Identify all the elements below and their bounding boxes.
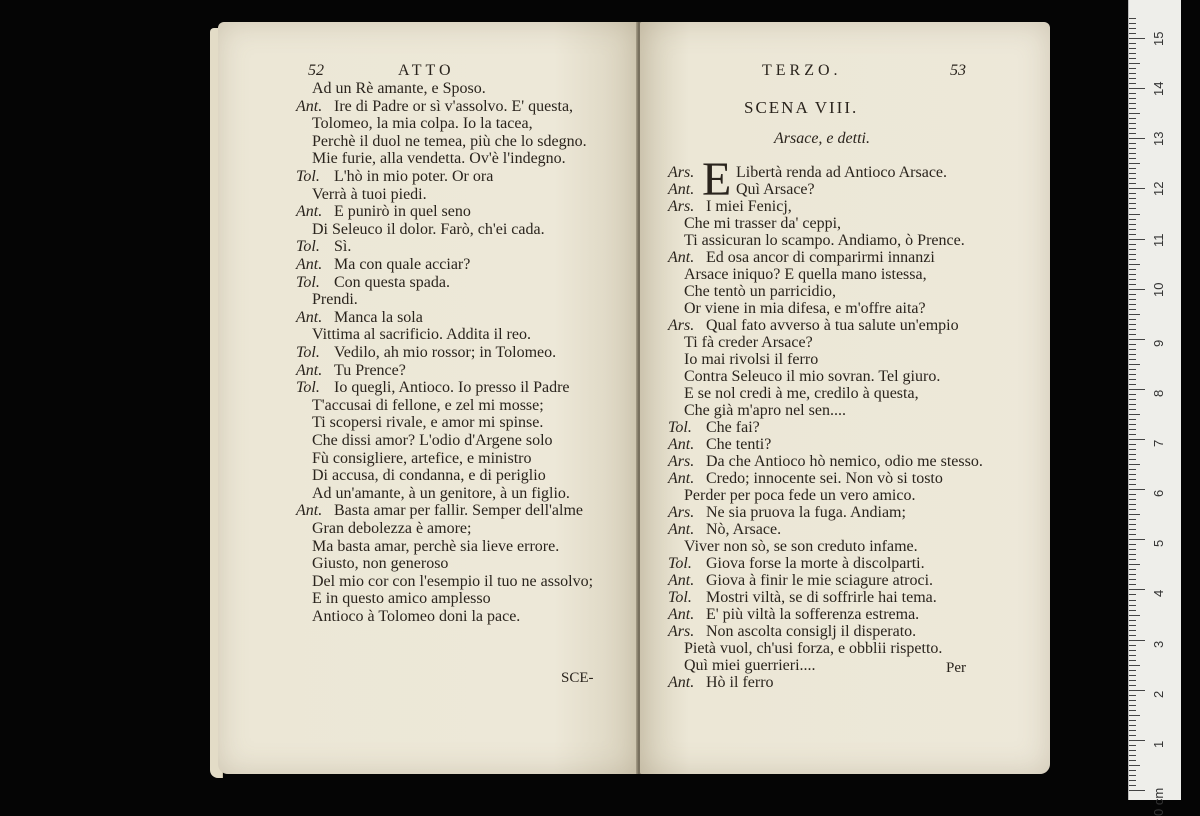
verse-text: Arsace iniquo? E quella mano istessa,	[684, 266, 927, 283]
ruler-tick	[1129, 128, 1136, 129]
verse-text: Ad un Rè amante, e Sposo.	[312, 80, 486, 97]
ruler-tick	[1129, 394, 1136, 395]
ruler-tick	[1129, 239, 1145, 240]
ruler-tick	[1129, 429, 1136, 430]
ruler-tick	[1129, 600, 1136, 601]
ruler-tick	[1129, 33, 1136, 34]
ruler-tick	[1129, 715, 1140, 716]
speaker-label: Ant.	[668, 674, 695, 691]
ruler-number: 1	[1151, 740, 1166, 748]
verse-text: Io quegli, Antioco. Io presso il Padre	[334, 379, 570, 397]
left-page-text	[296, 80, 636, 625]
ruler-tick	[1129, 53, 1136, 54]
ruler-tick	[1129, 304, 1136, 305]
ruler-tick	[1129, 414, 1140, 415]
ruler-tick	[1129, 309, 1136, 310]
ruler-number: 13	[1151, 131, 1166, 147]
ruler-tick	[1129, 499, 1136, 500]
ruler-tick	[1129, 625, 1136, 626]
catchword-right: Per	[946, 660, 966, 676]
speaker-label: Ant.	[668, 181, 695, 198]
verse-text: Ire di Padre or sì v'assolvo. E' questa,	[334, 97, 574, 115]
ruler-tick	[1129, 384, 1136, 385]
ruler-tick	[1129, 153, 1136, 154]
ruler-tick	[1129, 294, 1136, 295]
ruler-tick	[1129, 424, 1136, 425]
ruler-tick	[1129, 364, 1140, 365]
speaker-label: Tol.	[296, 168, 320, 185]
speaker-label: Ant.	[668, 606, 695, 623]
ruler-tick	[1129, 790, 1145, 791]
measurement-ruler	[1128, 0, 1181, 816]
ruler-tick	[1129, 660, 1136, 661]
ruler-tick	[1129, 193, 1136, 194]
ruler-tick	[1129, 349, 1136, 350]
ruler-tick	[1129, 18, 1136, 19]
ruler-tick	[1129, 685, 1136, 686]
verse-text: Da che Antioco hò nemico, odio me stesso.	[706, 453, 983, 470]
ruler-tick	[1129, 524, 1136, 525]
ruler-tick	[1129, 334, 1136, 335]
verse-text: Vittima al sacrificio. Addita il reo.	[312, 326, 531, 344]
ruler-number: 14	[1151, 81, 1166, 97]
ruler-tick	[1129, 249, 1136, 250]
verse-text: Che già m'apro nel sen....	[684, 402, 846, 419]
ruler-tick	[1129, 214, 1140, 215]
verse-text: Che fai?	[706, 419, 760, 436]
ruler-tick	[1129, 735, 1136, 736]
ruler-tick	[1129, 73, 1136, 74]
speaker-label: Ars.	[668, 317, 695, 334]
ruler-tick	[1129, 434, 1136, 435]
verse-text: Ed osa ancor di comparirmi innanzi	[706, 249, 935, 266]
ruler-tick	[1129, 620, 1136, 621]
ruler-tick	[1129, 374, 1136, 375]
speaker-label: Ars.	[668, 453, 695, 470]
ruler-tick	[1129, 38, 1145, 39]
ruler-tick	[1129, 284, 1136, 285]
ruler-tick	[1129, 103, 1136, 104]
verse-text: Quì Arsace?	[736, 181, 815, 198]
speaker-label: Tol.	[296, 238, 320, 256]
speaker-label: Ant.	[296, 97, 323, 115]
ruler-tick	[1129, 299, 1136, 300]
verse-text: Ma con quale acciar?	[334, 256, 471, 273]
verse-text: Basta amar per fallir. Semper dell'alme	[334, 502, 584, 520]
ruler-tick	[1129, 203, 1136, 204]
ruler-tick	[1129, 78, 1136, 79]
ruler-tick	[1129, 554, 1136, 555]
ruler-tick	[1129, 289, 1145, 290]
verse-text: Con questa spada.	[334, 273, 450, 291]
ruler-tick	[1129, 63, 1140, 64]
ruler-tick	[1129, 755, 1136, 756]
verse-text: Giusto, non generoso	[312, 555, 449, 573]
right-page	[640, 22, 1050, 774]
ruler-tick	[1129, 178, 1136, 179]
ruler-tick	[1129, 148, 1136, 149]
ruler-tick	[1129, 780, 1136, 781]
ruler-tick	[1129, 605, 1136, 606]
ruler-tick	[1129, 509, 1136, 510]
ruler-tick	[1129, 173, 1136, 174]
open-book	[208, 14, 1058, 784]
ruler-tick	[1129, 439, 1145, 440]
ruler-tick	[1129, 765, 1140, 766]
ruler-tick	[1129, 244, 1136, 245]
ruler-tick	[1129, 344, 1136, 345]
ruler-tick	[1129, 559, 1136, 560]
ruler-tick	[1129, 650, 1136, 651]
ruler-number: 0 cm	[1151, 787, 1166, 816]
ruler-tick	[1129, 494, 1136, 495]
ruler-tick	[1129, 464, 1140, 465]
ruler-tick	[1129, 529, 1136, 530]
ruler-tick	[1129, 143, 1136, 144]
ruler-tick	[1129, 444, 1136, 445]
verse-text: Contra Seleuco il mio sovran. Tel giuro.	[684, 368, 941, 385]
ruler-tick	[1129, 770, 1136, 771]
ruler-tick	[1129, 745, 1136, 746]
ruler-tick	[1129, 399, 1136, 400]
ruler-tick	[1129, 574, 1136, 575]
ruler-tick	[1129, 83, 1136, 84]
verse-text: Ti assicuran lo scampo. Andiamo, ò Prence.	[684, 232, 965, 249]
ruler-tick	[1129, 93, 1136, 94]
verse-text: Or viene in mia difesa, e m'offre aita?	[684, 300, 926, 317]
speaker-label: Ant.	[668, 436, 695, 453]
verse-text: Che mi trasser da' ceppi,	[684, 215, 842, 232]
ruler-number: 12	[1151, 181, 1166, 197]
speaker-label: Ars.	[668, 198, 695, 215]
verse-text: Tu Prence?	[334, 361, 406, 379]
ruler-tick	[1129, 630, 1136, 631]
speaker-label: Ant.	[668, 249, 695, 266]
ruler-tick	[1129, 519, 1136, 520]
ruler-tick	[1129, 319, 1136, 320]
ruler-tick	[1129, 138, 1145, 139]
ruler-tick	[1129, 219, 1136, 220]
ruler-tick	[1129, 675, 1136, 676]
verse-text: Qual fato avverso à tua salute un'empio	[706, 317, 959, 334]
ruler-tick	[1129, 740, 1145, 741]
ruler-tick	[1129, 589, 1145, 590]
ruler-tick	[1129, 123, 1136, 124]
verse-text: Libertà renda ad Antioco Arsace.	[736, 164, 948, 181]
verse-text: I miei Fenicj,	[706, 198, 792, 215]
ruler-tick	[1129, 354, 1136, 355]
ruler-tick	[1129, 264, 1140, 265]
ruler-tick	[1129, 113, 1140, 114]
speaker-label: Tol.	[668, 419, 692, 436]
ruler-tick	[1129, 58, 1136, 59]
ruler-tick	[1129, 695, 1136, 696]
verse-text: Viver non sò, se son creduto infame.	[684, 538, 918, 555]
ruler-tick	[1129, 133, 1136, 134]
ruler-tick	[1129, 645, 1136, 646]
verse-text: Che tenti?	[706, 436, 772, 453]
running-header-left: ATTO	[398, 62, 455, 79]
ruler-number: 4	[1151, 590, 1166, 598]
verse-text: Ad un'amante, à un genitore, à un figlio.	[312, 484, 570, 502]
ruler-tick	[1129, 710, 1136, 711]
speaker-label: Ant.	[296, 203, 323, 221]
ruler-number: 8	[1151, 389, 1166, 397]
ruler-tick	[1129, 98, 1136, 99]
ruler-tick	[1129, 324, 1136, 325]
ruler-tick	[1129, 775, 1136, 776]
scene-subtitle: Arsace, e detti.	[774, 130, 870, 147]
ruler-tick	[1129, 534, 1136, 535]
ruler-tick	[1129, 720, 1136, 721]
verse-text: Pietà vuol, ch'usi forza, e obblii rispetto.	[684, 640, 943, 657]
ruler-number: 6	[1151, 489, 1166, 498]
speaker-label: Ant.	[668, 521, 695, 538]
speaker-label: Ant.	[296, 308, 323, 326]
ruler-tick	[1129, 514, 1140, 515]
verse-text: Fù consigliere, artefice, e ministro	[312, 449, 532, 467]
catchword-left: SCE-	[561, 670, 594, 686]
ruler-tick	[1129, 68, 1136, 69]
ruler-number: 11	[1151, 233, 1166, 247]
ruler-tick	[1129, 329, 1136, 330]
ruler-tick	[1129, 449, 1136, 450]
ruler-tick	[1129, 274, 1136, 275]
ruler-tick	[1129, 539, 1145, 540]
ruler-number: 3	[1151, 640, 1166, 648]
ruler-tick	[1129, 369, 1136, 370]
speaker-label: Ant.	[668, 470, 695, 487]
right-page-text	[668, 164, 1048, 691]
ruler-tick	[1129, 504, 1136, 505]
verse-text: E' più viltà la sofferenza estrema.	[706, 606, 920, 623]
ruler-tick	[1129, 459, 1136, 460]
ruler-tick	[1129, 229, 1136, 230]
speaker-label: Tol.	[668, 555, 692, 572]
verse-text: Hò il ferro	[706, 674, 774, 691]
verse-text: Ti fà creder Arsace?	[684, 334, 813, 351]
verse-text: Nò, Arsace.	[706, 521, 782, 538]
drop-capital: E	[702, 153, 732, 206]
ruler-tick	[1129, 454, 1136, 455]
speaker-label: Ars.	[668, 504, 695, 521]
verse-text: Di Seleuco il dolor. Farò, ch'ei cada.	[312, 220, 545, 238]
ruler-number: 9	[1151, 339, 1166, 347]
ruler-tick	[1129, 269, 1136, 270]
ruler-tick	[1129, 489, 1145, 490]
ruler-tick	[1129, 259, 1136, 260]
ruler-tick	[1129, 665, 1140, 666]
verse-text: Verrà à tuoi piedi.	[312, 185, 427, 203]
ruler-tick	[1129, 188, 1145, 189]
ruler-tick	[1129, 359, 1136, 360]
left-page	[218, 22, 638, 774]
ruler-tick	[1129, 655, 1136, 656]
ruler-tick	[1129, 474, 1136, 475]
ruler-number: 5	[1151, 540, 1166, 548]
verse-text: Che dissi amor? L'odio d'Argene solo	[312, 432, 553, 449]
verse-text: Ma basta amar, perchè sia lieve errore.	[312, 537, 560, 555]
speaker-label: Ant.	[296, 256, 323, 273]
speaker-label: Tol.	[296, 273, 320, 291]
speaker-label: Ant.	[296, 502, 323, 520]
ruler-tick	[1129, 379, 1136, 380]
ruler-tick	[1129, 690, 1145, 691]
ruler-tick	[1129, 579, 1136, 580]
verse-text: T'accusai di fellone, e zel mi mosse;	[312, 396, 544, 414]
ruler-tick	[1129, 635, 1136, 636]
ruler-number: 2	[1151, 690, 1166, 698]
ruler-number: 10	[1151, 282, 1166, 297]
verse-text: Vedilo, ah mio rossor; in Tolomeo.	[334, 344, 557, 361]
ruler-tick	[1129, 389, 1145, 390]
ruler-tick	[1129, 484, 1136, 485]
ruler-tick	[1129, 544, 1136, 545]
ruler-tick	[1129, 594, 1136, 595]
verse-text: Tolomeo, la mia colpa. Io la tacea,	[312, 115, 533, 133]
running-header-right: TERZO.	[762, 62, 842, 79]
verse-text: Di accusa, di condanna, e di periglio	[312, 467, 546, 485]
ruler-tick	[1129, 339, 1145, 340]
verse-text: Mostri viltà, se di soffrirle hai tema.	[706, 589, 937, 606]
ruler-tick	[1129, 163, 1140, 164]
verse-text: Sì.	[334, 238, 352, 256]
ruler-tick	[1129, 158, 1136, 159]
ruler-tick	[1129, 254, 1136, 255]
ruler-tick	[1129, 28, 1136, 29]
ruler-tick	[1129, 404, 1136, 405]
speaker-label: Tol.	[668, 589, 692, 606]
ruler-tick	[1129, 569, 1136, 570]
speaker-label: Ant.	[668, 572, 695, 589]
verse-text: E se nol credi à me, credilo à questa,	[684, 385, 919, 402]
ruler-tick	[1129, 725, 1136, 726]
verse-text: E punirò in quel seno	[334, 203, 471, 221]
ruler-tick	[1129, 610, 1136, 611]
page-number-left: 52	[308, 62, 324, 79]
ruler-tick	[1129, 108, 1136, 109]
ruler-number: 7	[1151, 439, 1166, 448]
ruler-number: 15	[1151, 31, 1166, 47]
ruler-tick	[1129, 208, 1136, 209]
ruler-tick	[1129, 615, 1140, 616]
page-number-right: 53	[950, 62, 966, 79]
ruler-tick	[1129, 88, 1145, 89]
speaker-label: Tol.	[296, 379, 320, 397]
ruler-tick	[1129, 670, 1136, 671]
ruler-tick	[1129, 43, 1136, 44]
ruler-tick	[1129, 23, 1136, 24]
verse-text: Ti scopersi rivale, e amor mi spinse.	[312, 414, 544, 432]
speaker-label: Ars.	[668, 164, 695, 181]
verse-text: Antioco à Tolomeo doni la pace.	[312, 608, 521, 625]
ruler-tick	[1129, 549, 1136, 550]
verse-text: Del mio cor con l'esempio il tuo ne assolvo;	[312, 572, 594, 590]
verse-text: Quì miei guerrieri....	[684, 657, 816, 674]
ruler-tick	[1129, 168, 1136, 169]
ruler-tick	[1129, 198, 1136, 199]
ruler-tick	[1129, 409, 1136, 410]
ruler-tick	[1129, 750, 1136, 751]
ruler-tick	[1129, 700, 1136, 701]
speaker-label: Ant.	[296, 361, 323, 379]
verse-text: Giova forse la morte à discolparti.	[706, 555, 925, 572]
ruler-tick	[1129, 785, 1136, 786]
ruler-tick	[1129, 584, 1136, 585]
verse-text: Io mai rivolsi il ferro	[684, 351, 819, 368]
ruler-tick	[1129, 419, 1136, 420]
verse-text: Perder per poca fede un vero amico.	[684, 487, 916, 504]
ruler-tick	[1129, 314, 1140, 315]
verse-text: E in questo amico amplesso	[312, 590, 491, 608]
scene-title: SCENA VIII.	[744, 98, 859, 117]
ruler-tick	[1129, 680, 1136, 681]
verse-text: Ne sia pruova la fuga. Andiam;	[706, 504, 906, 521]
ruler-tick	[1129, 183, 1136, 184]
ruler-tick	[1129, 705, 1136, 706]
ruler-tick	[1129, 760, 1136, 761]
ruler-tick	[1129, 279, 1136, 280]
verse-text: Manca la sola	[334, 308, 423, 326]
ruler-tick	[1129, 564, 1140, 565]
speaker-label: Tol.	[296, 344, 320, 361]
verse-text: L'hò in mio poter. Or ora	[334, 168, 494, 185]
ruler-tick	[1129, 640, 1145, 641]
ruler-tick	[1129, 469, 1136, 470]
ruler-tick	[1129, 118, 1136, 119]
ruler-tick	[1129, 234, 1136, 235]
verse-text: Che tentò un parricidio,	[684, 283, 836, 300]
verse-text: Mie furie, alla vendetta. Ov'è l'indegno.	[312, 150, 566, 168]
ruler-tick	[1129, 224, 1136, 225]
verse-text: Giova à finir le mie sciagure atroci.	[706, 572, 934, 589]
ruler-tick	[1129, 479, 1136, 480]
verse-text: Credo; innocente sei. Non vò si tosto	[706, 470, 943, 487]
ruler-tick	[1129, 48, 1136, 49]
verse-text: Perchè il duol ne temea, più che lo sdegno.	[312, 132, 587, 150]
ruler-tick	[1129, 730, 1136, 731]
verse-text: Prendi.	[312, 291, 358, 309]
speaker-label: Ars.	[668, 623, 695, 640]
verse-text: Non ascolta consiglj il disperato.	[706, 623, 917, 640]
verse-text: Gran debolezza è amore;	[312, 520, 472, 537]
